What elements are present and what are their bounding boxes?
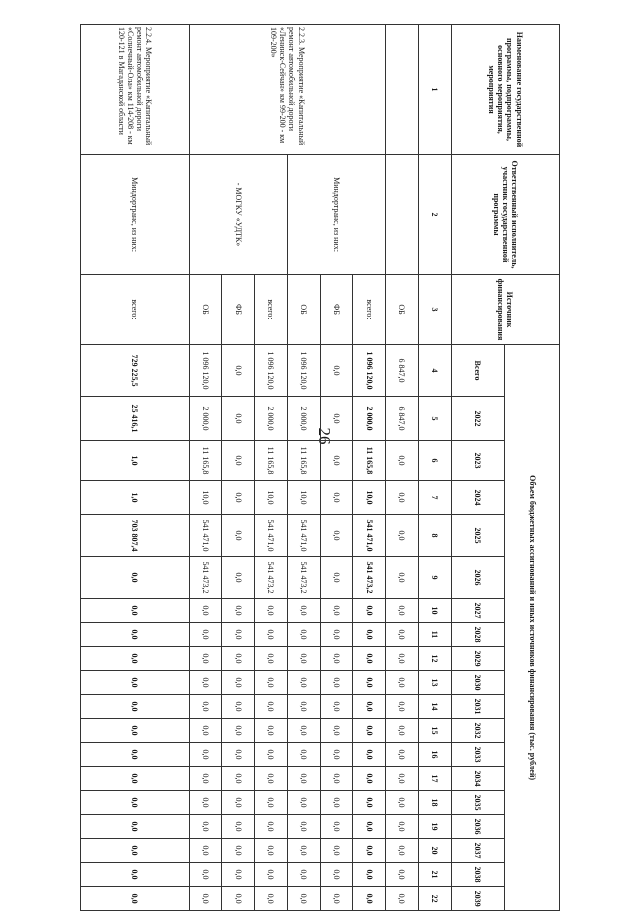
value-cell: 0,0 <box>287 887 320 911</box>
source-cell: ОБ <box>386 275 419 345</box>
value-cell: 0,0 <box>222 815 255 839</box>
value-cell: 0,0 <box>222 719 255 743</box>
value-cell: 0,0 <box>386 695 419 719</box>
value-cell: 0,0 <box>222 557 255 599</box>
measure-name-cell <box>386 25 419 155</box>
header-year: 2028 <box>451 623 505 647</box>
value-cell: 0,0 <box>320 887 353 911</box>
header-year: 2027 <box>451 599 505 623</box>
header-total: Всего <box>451 345 505 397</box>
value-cell: 0,0 <box>189 743 222 767</box>
value-cell: 0,0 <box>81 791 190 815</box>
value-cell: 0,0 <box>386 839 419 863</box>
header-year: 2033 <box>451 743 505 767</box>
executor-cell: - МОГКУ «УДТК» <box>189 155 287 275</box>
source-cell: ОБ <box>287 275 320 345</box>
value-cell: 0,0 <box>320 557 353 599</box>
value-cell: 0,0 <box>320 481 353 515</box>
value-cell: 0,0 <box>255 695 288 719</box>
value-cell: 0,0 <box>320 515 353 557</box>
value-cell: 0,0 <box>287 863 320 887</box>
column-number: 13 <box>418 671 451 695</box>
column-numbers-row <box>418 25 451 911</box>
value-cell: 0,0 <box>353 791 386 815</box>
column-number: 16 <box>418 743 451 767</box>
value-cell: 0,0 <box>255 887 288 911</box>
value-cell: 0,0 <box>320 599 353 623</box>
column-number: 21 <box>418 863 451 887</box>
value-cell: 25 416,1 <box>81 397 190 441</box>
value-cell: 0,0 <box>320 441 353 481</box>
value-cell: 0,0 <box>222 441 255 481</box>
value-cell: 0,0 <box>320 743 353 767</box>
column-number: 11 <box>418 623 451 647</box>
column-number: 5 <box>418 397 451 441</box>
header-funding: Объем бюджетных ассигнований и иных источников финансирования (тыс. рублей) <box>505 345 560 911</box>
value-cell: 0,0 <box>353 863 386 887</box>
value-cell: 11 165,8 <box>255 441 288 481</box>
value-cell: 2 000,0 <box>287 397 320 441</box>
value-cell: 0,0 <box>255 719 288 743</box>
value-cell: 0,0 <box>386 671 419 695</box>
value-cell: 11 165,8 <box>353 441 386 481</box>
value-cell: 0,0 <box>353 887 386 911</box>
column-number: 8 <box>418 515 451 557</box>
value-cell: 0,0 <box>222 671 255 695</box>
value-cell: 0,0 <box>386 623 419 647</box>
value-cell: 0,0 <box>255 623 288 647</box>
value-cell: 0,0 <box>386 863 419 887</box>
value-cell: 0,0 <box>222 695 255 719</box>
value-cell: 1 096 120,0 <box>255 345 288 397</box>
value-cell: 0,0 <box>353 767 386 791</box>
value-cell: 0,0 <box>320 863 353 887</box>
value-cell: 0,0 <box>320 815 353 839</box>
value-cell: 10,0 <box>287 481 320 515</box>
table-row <box>353 25 386 911</box>
source-cell: всего: <box>353 275 386 345</box>
source-cell: ФБ <box>320 275 353 345</box>
value-cell: 0,0 <box>287 623 320 647</box>
value-cell: 0,0 <box>189 863 222 887</box>
value-cell: 0,0 <box>287 839 320 863</box>
funding-table <box>80 24 560 911</box>
value-cell: 0,0 <box>222 623 255 647</box>
value-cell: 0,0 <box>222 887 255 911</box>
value-cell: 0,0 <box>386 441 419 481</box>
value-cell: 0,0 <box>386 791 419 815</box>
value-cell: 0,0 <box>81 671 190 695</box>
value-cell: 0,0 <box>320 647 353 671</box>
value-cell: 0,0 <box>189 647 222 671</box>
value-cell: 1 096 120,0 <box>287 345 320 397</box>
value-cell: 0,0 <box>189 791 222 815</box>
value-cell: 541 471,0 <box>255 515 288 557</box>
header-year: 2034 <box>451 767 505 791</box>
header-row <box>505 25 560 911</box>
column-number: 20 <box>418 839 451 863</box>
value-cell: 0,0 <box>255 671 288 695</box>
header-year: 2030 <box>451 671 505 695</box>
header-year: 2039 <box>451 887 505 911</box>
value-cell: 0,0 <box>81 839 190 863</box>
value-cell: 0,0 <box>353 719 386 743</box>
value-cell: 0,0 <box>189 695 222 719</box>
value-cell: 0,0 <box>189 839 222 863</box>
value-cell: 729 225,5 <box>81 345 190 397</box>
table-row <box>386 25 419 911</box>
header-year: 2036 <box>451 815 505 839</box>
rotated-page <box>80 24 560 907</box>
value-cell: 0,0 <box>287 767 320 791</box>
value-cell: 0,0 <box>320 345 353 397</box>
value-cell: 0,0 <box>353 743 386 767</box>
value-cell: 0,0 <box>81 887 190 911</box>
value-cell: 0,0 <box>386 815 419 839</box>
value-cell: 0,0 <box>81 599 190 623</box>
column-number: 2 <box>418 155 451 275</box>
value-cell: 0,0 <box>320 791 353 815</box>
header-executor: Ответственный исполнитель, участник государственной программы <box>451 155 559 275</box>
source-cell: ФБ <box>222 275 255 345</box>
value-cell: 0,0 <box>222 839 255 863</box>
header-year: 2038 <box>451 863 505 887</box>
value-cell: 541 473,2 <box>255 557 288 599</box>
value-cell: 0,0 <box>255 839 288 863</box>
value-cell: 0,0 <box>255 791 288 815</box>
executor-cell <box>386 155 419 275</box>
column-number: 22 <box>418 887 451 911</box>
value-cell: 0,0 <box>320 839 353 863</box>
value-cell: 0,0 <box>320 695 353 719</box>
value-cell: 0,0 <box>222 863 255 887</box>
value-cell: 0,0 <box>189 887 222 911</box>
table-row <box>255 25 288 911</box>
value-cell: 0,0 <box>222 515 255 557</box>
value-cell: 1,0 <box>81 441 190 481</box>
value-cell: 0,0 <box>81 863 190 887</box>
value-cell: 0,0 <box>287 599 320 623</box>
value-cell: 0,0 <box>320 397 353 441</box>
value-cell: 0,0 <box>386 767 419 791</box>
column-number: 10 <box>418 599 451 623</box>
header-year: 2031 <box>451 695 505 719</box>
column-number: 7 <box>418 481 451 515</box>
value-cell: 0,0 <box>81 767 190 791</box>
value-cell: 0,0 <box>353 671 386 695</box>
value-cell: 0,0 <box>222 743 255 767</box>
value-cell: 0,0 <box>81 719 190 743</box>
value-cell: 0,0 <box>320 623 353 647</box>
value-cell: 0,0 <box>353 647 386 671</box>
value-cell: 2 000,0 <box>189 397 222 441</box>
column-number: 4 <box>418 345 451 397</box>
header-year: 2035 <box>451 791 505 815</box>
header-year: 2026 <box>451 557 505 599</box>
value-cell: 0,0 <box>386 719 419 743</box>
value-cell: 0,0 <box>287 815 320 839</box>
value-cell: 0,0 <box>189 719 222 743</box>
measure-name-cell: 2.2.4. Мероприятие «Капитальный ремонт автомобильной дороги «Солнечный-Ола» км 114-208 - км 120-121 в Магаданской области <box>81 25 190 155</box>
value-cell: 0,0 <box>353 815 386 839</box>
value-cell: 0,0 <box>287 695 320 719</box>
value-cell: 0,0 <box>189 815 222 839</box>
header-source: Источник финансирования <box>451 275 559 345</box>
value-cell: 0,0 <box>320 767 353 791</box>
header-measure: Наименование государственной программы, подпрограммы, основного мероприятия, мероприятия <box>451 25 559 155</box>
source-cell: ОБ <box>189 275 222 345</box>
measure-name-cell: 2.2.3. Мероприятие «Капитальный ремонт автомобильной дороги «Ленинск-Сейчан» км 99-200 - км 109-200» <box>189 25 386 155</box>
value-cell: 0,0 <box>222 767 255 791</box>
value-cell: 0,0 <box>386 887 419 911</box>
value-cell: 541 473,2 <box>353 557 386 599</box>
value-cell: 541 473,2 <box>287 557 320 599</box>
value-cell: 0,0 <box>189 599 222 623</box>
value-cell: 0,0 <box>386 599 419 623</box>
value-cell: 0,0 <box>222 481 255 515</box>
page-number: 26 <box>315 427 334 445</box>
column-number: 17 <box>418 767 451 791</box>
value-cell: 2 000,0 <box>353 397 386 441</box>
value-cell: 541 471,0 <box>287 515 320 557</box>
header-year: 2023 <box>451 441 505 481</box>
value-cell: 0,0 <box>255 815 288 839</box>
column-number: 14 <box>418 695 451 719</box>
value-cell: 1 096 120,0 <box>189 345 222 397</box>
column-number: 1 <box>418 25 451 155</box>
value-cell: 0,0 <box>353 695 386 719</box>
value-cell: 0,0 <box>222 599 255 623</box>
value-cell: 0,0 <box>81 557 190 599</box>
value-cell: 0,0 <box>189 767 222 791</box>
value-cell: 0,0 <box>386 647 419 671</box>
value-cell: 0,0 <box>222 791 255 815</box>
value-cell: 0,0 <box>222 647 255 671</box>
column-number: 12 <box>418 647 451 671</box>
column-number: 9 <box>418 557 451 599</box>
value-cell: 541 471,0 <box>189 515 222 557</box>
value-cell: 0,0 <box>386 743 419 767</box>
column-number: 15 <box>418 719 451 743</box>
executor-cell: Миндортранс, из них: <box>81 155 190 275</box>
value-cell: 6 847,0 <box>386 397 419 441</box>
value-cell: 0,0 <box>287 719 320 743</box>
value-cell: 1,0 <box>81 481 190 515</box>
value-cell: 11 165,8 <box>287 441 320 481</box>
value-cell: 11 165,8 <box>189 441 222 481</box>
column-number: 3 <box>418 275 451 345</box>
value-cell: 2 000,0 <box>255 397 288 441</box>
value-cell: 0,0 <box>81 647 190 671</box>
header-year: 2037 <box>451 839 505 863</box>
value-cell: 0,0 <box>287 791 320 815</box>
value-cell: 0,0 <box>287 647 320 671</box>
value-cell: 0,0 <box>255 743 288 767</box>
value-cell: 0,0 <box>81 743 190 767</box>
value-cell: 0,0 <box>320 719 353 743</box>
column-number: 6 <box>418 441 451 481</box>
header-year: 2025 <box>451 515 505 557</box>
header-year: 2029 <box>451 647 505 671</box>
value-cell: 10,0 <box>189 481 222 515</box>
value-cell: 0,0 <box>353 599 386 623</box>
value-cell: 0,0 <box>222 397 255 441</box>
value-cell: 541 471,0 <box>353 515 386 557</box>
value-cell: 0,0 <box>81 623 190 647</box>
value-cell: 0,0 <box>81 695 190 719</box>
value-cell: 541 473,2 <box>189 557 222 599</box>
value-cell: 0,0 <box>386 515 419 557</box>
value-cell: 703 807,4 <box>81 515 190 557</box>
value-cell: 1 096 120,0 <box>353 345 386 397</box>
value-cell: 0,0 <box>353 839 386 863</box>
value-cell: 0,0 <box>189 671 222 695</box>
column-number: 18 <box>418 791 451 815</box>
value-cell: 0,0 <box>222 345 255 397</box>
value-cell: 0,0 <box>287 743 320 767</box>
value-cell: 0,0 <box>81 815 190 839</box>
value-cell: 0,0 <box>320 671 353 695</box>
source-cell: всего: <box>81 275 190 345</box>
value-cell: 0,0 <box>189 623 222 647</box>
value-cell: 0,0 <box>287 671 320 695</box>
column-number: 19 <box>418 815 451 839</box>
value-cell: 0,0 <box>255 863 288 887</box>
value-cell: 6 847,0 <box>386 345 419 397</box>
value-cell: 0,0 <box>255 599 288 623</box>
executor-cell: Миндортранс, из них: <box>287 155 385 275</box>
source-cell: всего: <box>255 275 288 345</box>
value-cell: 0,0 <box>255 647 288 671</box>
value-cell: 0,0 <box>353 623 386 647</box>
header-year: 2022 <box>451 397 505 441</box>
header-year: 2024 <box>451 481 505 515</box>
value-cell: 0,0 <box>386 481 419 515</box>
header-year: 2032 <box>451 719 505 743</box>
value-cell: 0,0 <box>255 767 288 791</box>
table-row <box>81 25 190 911</box>
value-cell: 10,0 <box>353 481 386 515</box>
value-cell: 0,0 <box>386 557 419 599</box>
value-cell: 10,0 <box>255 481 288 515</box>
